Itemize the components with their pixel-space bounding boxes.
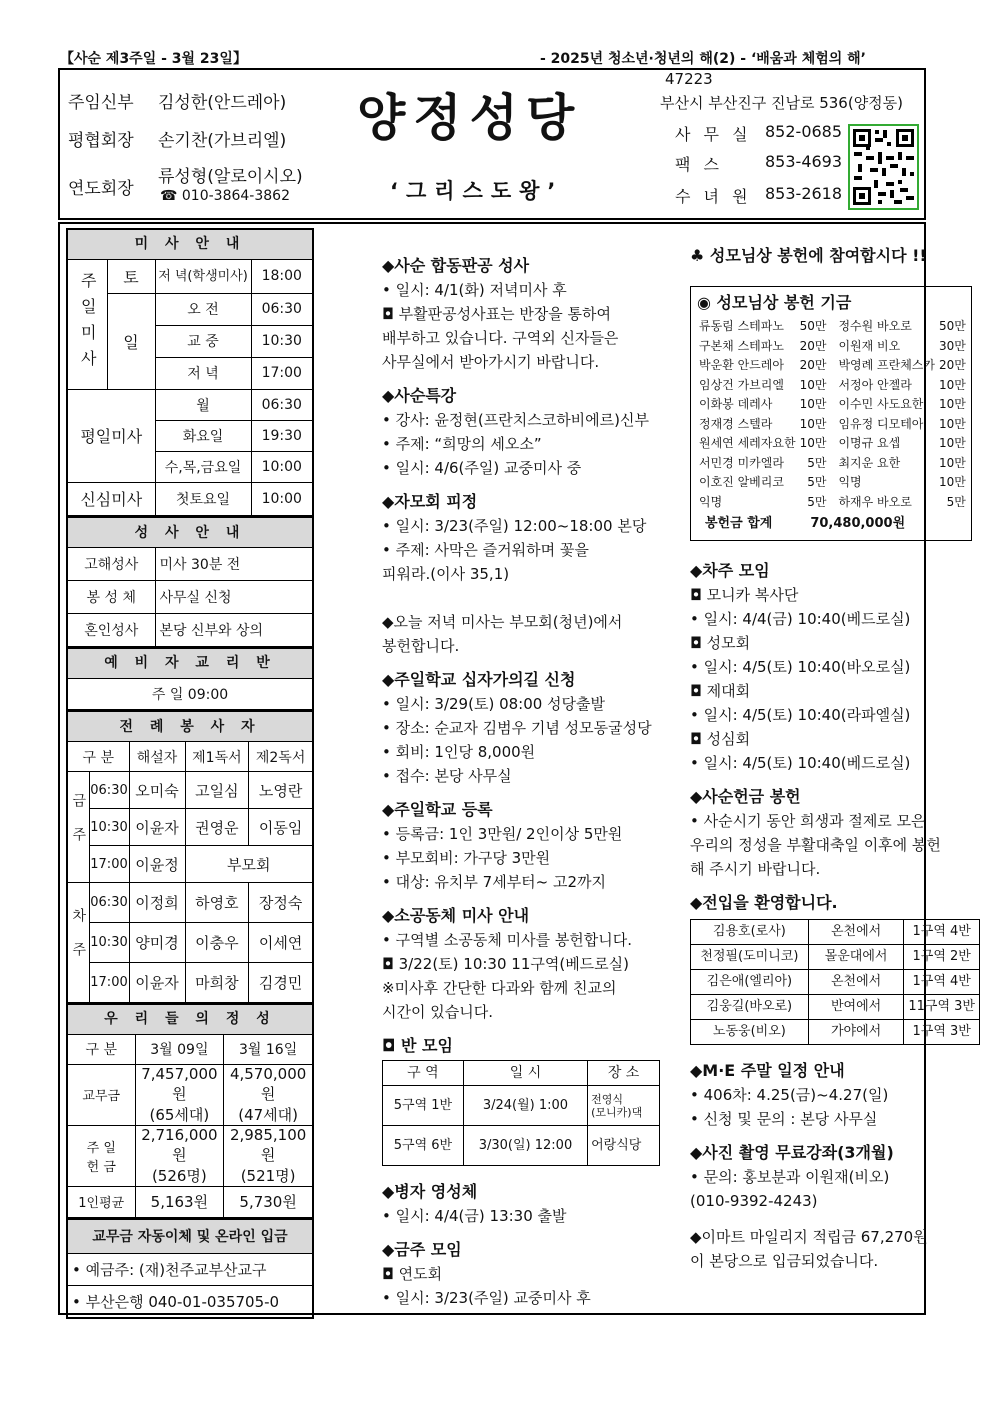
newcomer-cell: 1구역 3반 — [904, 1020, 980, 1045]
text-line: 우리의 정성을 부활대축일 이후에 봉헌 — [690, 836, 941, 854]
srv-cell: 이동임 — [249, 809, 313, 846]
ban-h-0: 구 역 — [383, 1061, 464, 1086]
header-box — [58, 68, 926, 220]
text-line: • 부모회비: 가구당 3만원 — [382, 849, 551, 867]
text-line: • 사순시기 동안 희생과 절제로 모은 — [690, 812, 926, 830]
srv-cell: 권영운 — [185, 809, 249, 846]
address: 부산시 부산진구 진남로 536(양정동) — [660, 94, 904, 112]
catechism-title: 예 비 자 교 리 반 — [67, 648, 313, 678]
fund-title: ◉ 성모님상 봉헌 기금 — [697, 293, 852, 312]
newcomer-cell: 김웅길(바오로) — [691, 995, 809, 1020]
section-heading: ◆사순특강 — [382, 386, 457, 405]
text-line: ◘ 부활판공성사표는 반장을 통하여 — [382, 305, 612, 323]
text-line: • 강사: 윤정현(프란치스코하비에르)신부 — [382, 411, 649, 429]
lent-heading: ◆사순헌금 봉헌 — [690, 787, 801, 806]
fund-cell: 최지운 요한 — [838, 455, 901, 470]
ban-table — [382, 1060, 660, 1166]
text-line: (010-9392-4243) — [690, 1192, 818, 1210]
srv-cell: 06:30 — [89, 883, 129, 923]
section-heading: ◆병자 영성체 — [382, 1182, 478, 1201]
srv-cell: 이윤자 — [129, 963, 185, 1003]
mass-title: 미 사 안 내 — [67, 229, 313, 259]
srv-h-3: 제2독서 — [249, 742, 313, 772]
text-line: 해 주시기 바랍니다. — [690, 860, 821, 878]
wd-t-0: 06:30 — [251, 389, 313, 420]
fund-cell: 이화봉 데레사 — [699, 397, 773, 411]
fund-cell: 임유정 디모테아 — [838, 416, 924, 431]
wd-t-1: 19:30 — [251, 420, 313, 451]
fund-cell: 서정아 안젤라 — [838, 377, 912, 392]
text-line: • 주제: “희망의 세오소” — [382, 435, 542, 453]
newcomer-cell: 11구역 3반 — [904, 995, 980, 1020]
text-line: 배부하고 있습니다. 구역외 신자들은 — [382, 329, 619, 347]
newcomer-cell: 가야에서 — [808, 1020, 904, 1045]
sacr-k-2: 혼인성사 — [67, 614, 155, 647]
text-line: 피워라.(이사 35,1) — [382, 565, 510, 583]
fund-cell: 10만 — [799, 416, 827, 431]
off-cell: 2,716,000원 (526명) — [135, 1125, 224, 1186]
weekday-label: 평일미사 — [67, 389, 155, 482]
fund-cell: 50만 — [799, 319, 827, 333]
srv-h-1: 해설자 — [129, 742, 185, 772]
fund-cell: 10만 — [799, 377, 827, 392]
main-box — [58, 222, 975, 1315]
newcomer-cell: 온천에서 — [808, 970, 904, 995]
newcomer-cell: 천정필(도미니코) — [691, 945, 809, 970]
elder-row: 연도회장 — [68, 179, 134, 199]
catechism-time: 주 일 09:00 — [67, 678, 313, 710]
sat-label: 토 — [107, 259, 155, 293]
text-line: • 일시: 4/5(토) 10:40(베드로실) — [690, 754, 911, 772]
fund-cell: 10만 — [799, 397, 827, 411]
sun-t-0: 06:30 — [251, 293, 313, 325]
srv-h-2: 제1독서 — [185, 742, 249, 772]
fund-cell: 익명 — [838, 475, 862, 489]
offering-table — [66, 1004, 314, 1220]
fund-cell: 하재우 바오로 — [838, 494, 912, 509]
fund-cell: 20만 — [799, 358, 827, 372]
devotion-k: 첫토요일 — [155, 482, 251, 516]
fund-cell: 서민경 미카엘라 — [699, 455, 784, 470]
text-line: • 일시: 3/29(토) 08:00 성당출발 — [382, 695, 606, 713]
fund-cell: 임상건 가브리엘 — [699, 377, 784, 392]
fund-cell: 정수원 바오로 — [838, 319, 912, 333]
sun-k-2: 저 녁 — [155, 357, 251, 389]
wd-k-2: 수,목,금요일 — [155, 451, 251, 482]
section-heading: ◆금주 모임 — [382, 1240, 462, 1259]
off-cell: 5,730원 — [224, 1186, 313, 1218]
fund-box — [690, 286, 972, 541]
left-column — [66, 228, 314, 1319]
fund-cell: 원세연 세레자요한 — [699, 436, 796, 450]
fund-cell: 50만 — [939, 319, 966, 333]
fund-cell: 정재경 스텔라 — [699, 416, 773, 431]
section-heading: ◆소공동체 미사 안내 — [382, 906, 530, 925]
parish-title: 양정성당 — [357, 88, 583, 147]
newcomer-cell: 온천에서 — [808, 920, 904, 945]
fund-cell: 10만 — [939, 377, 966, 392]
text-line: ◘ 성심회 — [690, 730, 751, 748]
srv-cell: 장정숙 — [249, 883, 313, 923]
offering-title: 우 리 들 의 정 성 — [67, 1004, 313, 1034]
fund-total: 봉헌금 합계 70,480,000원 — [705, 516, 906, 531]
text-line: • 일시: 4/5(토) 10:40(바오로실) — [690, 658, 911, 676]
newcomer-cell: 김은애(엘리아) — [691, 970, 809, 995]
convent-phone: 수 녀 원 853-2618 — [675, 184, 843, 206]
srv-cell: 양미경 — [129, 923, 185, 963]
ban-cell: 3/24(월) 1:00 — [463, 1086, 587, 1126]
office-phone: 사 무 실 852-0685 — [675, 122, 843, 144]
srv-cell: 이세연 — [249, 923, 313, 963]
text-line: • 주제: 사막은 즐거워하며 꽃을 — [382, 541, 589, 559]
section-heading: ◆자모회 피정 — [382, 492, 478, 511]
text-line: 봉헌합니다. — [382, 637, 460, 655]
srv-cell: 10:30 — [89, 923, 129, 963]
ban-cell: 전영식 (모니카)댁 — [588, 1086, 660, 1126]
sacr-k-0: 고해성사 — [67, 548, 155, 581]
fund-table — [697, 317, 968, 512]
elder-name: 류성형(알로이시오) — [158, 167, 303, 187]
sun-t-2: 17:00 — [251, 357, 313, 389]
me-heading: ◆M·E 주말 일정 안내 — [690, 1061, 845, 1080]
pastor-row: 주임신부 김성한(안드레아) — [68, 93, 287, 113]
qr-code-icon[interactable] — [848, 124, 919, 210]
fund-cell: 30만 — [939, 338, 966, 353]
sacr-k-1: 봉 성 체 — [67, 581, 155, 614]
newcomer-cell: 1구역 4반 — [904, 920, 980, 945]
parish-subtitle: ‘그리스도왕’ — [390, 179, 564, 203]
ban-heading: ◘ 반 모임 — [382, 1036, 453, 1055]
ban-cell: 5구역 6반 — [383, 1126, 464, 1166]
off-cell: 주 일 헌 금 — [67, 1125, 135, 1186]
off-h-1: 3월 09일 — [135, 1034, 224, 1064]
statue-heading: ♣ 성모님상 봉헌에 참여합시다 !! — [690, 246, 927, 265]
fax: 팩 스 853-4693 — [675, 152, 843, 174]
text-line: • 일시: 4/4(금) 13:30 출발 — [382, 1207, 567, 1225]
srv-cell: 이정희 — [129, 883, 185, 923]
srv-g2: 차주 — [67, 883, 89, 1003]
fund-cell: 박운환 안드레아 — [699, 358, 784, 372]
mass-table — [66, 228, 314, 517]
newcomer-heading: ◆전입을 환영합니다. — [690, 893, 838, 912]
zip-code: 47223 — [665, 70, 713, 88]
fund-cell: 20만 — [799, 338, 827, 353]
text-line: • 대상: 유치부 7세부터~ 고2까지 — [382, 873, 607, 891]
text-line: ◘ 3/22(토) 10:30 11구역(베드로실) — [382, 955, 630, 973]
text-line: • 406차: 4.25(금)~4.27(일) — [690, 1086, 889, 1104]
text-line: ◘ 제대회 — [690, 682, 751, 700]
fund-cell: 10만 — [939, 436, 966, 450]
fund-cell: 10만 — [939, 455, 966, 470]
fund-cell: 10만 — [799, 436, 827, 450]
ban-cell: 3/30(일) 12:00 — [463, 1126, 587, 1166]
text-line: • 일시: 3/23(주일) 12:00~18:00 본당 — [382, 517, 647, 535]
srv-cell: 김경민 — [249, 963, 313, 1003]
off-cell: 4,570,000원 (47세대) — [224, 1064, 313, 1125]
fund-cell: 5만 — [807, 494, 827, 509]
sacrament-table — [66, 517, 314, 648]
text-line: • 회비: 1인당 8,000원 — [382, 743, 536, 761]
ban-cell: 어랑식당 — [588, 1126, 660, 1166]
fund-cell: 이수민 사도요한 — [838, 397, 924, 411]
sat-time-label: 저 녁(학생미사) — [155, 259, 251, 293]
srv-cell: 하영호 — [185, 883, 249, 923]
srv-cell: 17:00 — [89, 963, 129, 1003]
newcomer-cell: 1구역 4반 — [904, 970, 980, 995]
srv-cell: 06:30 — [89, 772, 129, 809]
srv-cell: 17:00 — [89, 846, 129, 883]
bank-title: 교무금 자동이체 및 온라인 입금 — [67, 1220, 313, 1254]
text-line: ※미사후 간단한 다과와 함께 친교의 — [382, 979, 617, 997]
text-line: ◘ 연도회 — [382, 1265, 443, 1283]
fund-cell: 5만 — [946, 494, 966, 509]
servers-title: 전 례 봉 사 자 — [67, 712, 313, 742]
fund-cell: 이원재 비오 — [838, 338, 901, 353]
newcomer-table — [690, 919, 980, 1045]
catechism-table — [66, 648, 314, 712]
off-h-2: 3월 16일 — [224, 1034, 313, 1064]
newcomer-cell: 반여에서 — [808, 995, 904, 1020]
sat-time: 18:00 — [251, 259, 313, 293]
text-line — [382, 586, 672, 610]
section-heading: ◆주일학교 등록 — [382, 800, 493, 819]
srv-cell: 고일심 — [185, 772, 249, 809]
devotion-t: 10:00 — [251, 482, 313, 516]
srv-cell: 이윤정 — [129, 846, 185, 883]
text-line: • 등록금: 1인 3만원/ 2인이상 5만원 — [382, 825, 623, 843]
text-line: • 일시: 4/4(금) 10:40(베드로실) — [690, 610, 911, 628]
off-h-0: 구 분 — [67, 1034, 135, 1064]
off-cell: 5,163원 — [135, 1186, 224, 1218]
text-line: • 일시: 3/23(주일) 교중미사 후 — [382, 1289, 591, 1307]
sacr-v-2: 본당 신부와 상의 — [155, 614, 313, 647]
srv-h-0: 구 분 — [67, 742, 129, 772]
off-cell: 1인평균 — [67, 1186, 135, 1218]
sacr-v-1: 사무실 신청 — [155, 581, 313, 614]
section-heading: ◆사순 합동판공 성사 — [382, 256, 530, 275]
council-row: 평협회장 손기찬(가브리엘) — [68, 131, 287, 151]
fund-cell: 10만 — [939, 475, 966, 489]
sunday-mass-label: 주일미사 — [67, 259, 107, 389]
servers-table — [66, 711, 314, 1004]
ban-h-1: 일 시 — [463, 1061, 587, 1086]
next-heading: ◆차주 모임 — [690, 561, 770, 580]
srv-cell: 부모회 — [185, 846, 313, 883]
right-column — [690, 244, 980, 1273]
srv-cell: 마희창 — [185, 963, 249, 1003]
text-line: • 접수: 본당 사무실 — [382, 767, 512, 785]
sacr-v-0: 미사 30분 전 — [155, 548, 313, 581]
fund-cell: 류동림 스테파노 — [699, 319, 784, 333]
fund-cell: 박영례 프란체스카 — [838, 358, 935, 372]
srv-cell: 오미숙 — [129, 772, 185, 809]
newcomer-cell: 김용호(로사) — [691, 920, 809, 945]
bank-holder: • 예금주: (재)천주교부산교구 — [67, 1254, 313, 1286]
fund-cell: 익명 — [699, 494, 723, 509]
srv-cell: 이충우 — [185, 923, 249, 963]
text-line: • 구역별 소공동체 미사를 봉헌합니다. — [382, 931, 633, 949]
text-line: 사무실에서 받아가시기 바랍니다. — [382, 353, 600, 371]
text-line: • 장소: 순교자 김범우 기념 성모동굴성당 — [382, 719, 652, 737]
sun-t-1: 10:30 — [251, 325, 313, 357]
srv-cell: 노영란 — [249, 772, 313, 809]
wd-k-0: 월 — [155, 389, 251, 420]
fund-cell: 10만 — [939, 397, 966, 411]
bank-table — [66, 1219, 314, 1319]
newcomer-cell: 몰운대에서 — [808, 945, 904, 970]
elder-phone: ☎ 010-3864-3862 — [160, 188, 290, 204]
sacrament-title: 성 사 안 내 — [67, 518, 313, 548]
ban-h-2: 장 소 — [588, 1061, 660, 1086]
text-line: 시간이 있습니다. — [382, 1003, 493, 1021]
off-cell: 7,457,000원 (65세대) — [135, 1064, 224, 1125]
year-theme: - 2025년 청소년·청년의 해(2) - ‘배움과 체험의 해’ — [539, 51, 866, 67]
fund-cell: 구본채 스테파노 — [699, 338, 784, 353]
devotion-label: 신심미사 — [67, 482, 155, 516]
text-line: • 신청 및 문의 : 본당 사무실 — [690, 1110, 878, 1128]
fund-cell: 5만 — [807, 455, 827, 470]
text-line: ◆오늘 저녁 미사는 부모회(청년)에서 — [382, 613, 623, 631]
wd-t-2: 10:00 — [251, 451, 313, 482]
off-cell: 2,985,100원 (521명) — [224, 1125, 313, 1186]
wd-k-1: 화요일 — [155, 420, 251, 451]
text-line: ◆이마트 마일리지 적립금 67,270원 — [690, 1228, 928, 1246]
fund-cell: 이호진 알베리코 — [699, 475, 784, 489]
text-line: ◘ 모니카 복사단 — [690, 586, 799, 604]
section-heading: ◆주일학교 십자가의길 신청 — [382, 670, 576, 689]
top-line — [60, 48, 926, 68]
text-line: 이 본당으로 입금되었습니다. — [690, 1252, 879, 1270]
bank-account: • 부산은행 040-01-035705-0 — [67, 1286, 313, 1318]
fund-cell: 10만 — [939, 416, 966, 431]
fund-cell: 20만 — [939, 358, 966, 372]
sun-k-1: 교 중 — [155, 325, 251, 357]
week-label: 【사순 제3주일 - 3월 23일】 — [60, 51, 247, 67]
newcomer-cell: 1구역 2반 — [904, 945, 980, 970]
srv-g1: 금주 — [67, 772, 89, 883]
srv-cell: 10:30 — [89, 809, 129, 846]
fund-cell: 5만 — [807, 475, 827, 489]
sun-k-0: 오 전 — [155, 293, 251, 325]
text-line: • 일시: 4/1(화) 저녁미사 후 — [382, 281, 567, 299]
srv-cell: 이윤자 — [129, 809, 185, 846]
sun-label: 일 — [107, 293, 155, 389]
off-cell: 교무금 — [67, 1064, 135, 1125]
middle-column — [382, 244, 672, 1310]
text-line: ◘ 성모회 — [690, 634, 751, 652]
text-line: • 일시: 4/5(토) 10:40(라파엘실) — [690, 706, 911, 724]
newcomer-cell: 노동웅(비오) — [691, 1020, 809, 1045]
photo-heading: ◆사진 촬영 무료강좌(3개월) — [690, 1143, 894, 1162]
text-line: • 문의: 홍보분과 이원재(비오) — [690, 1168, 890, 1186]
ban-cell: 5구역 1반 — [383, 1086, 464, 1126]
fund-cell: 이명규 요셉 — [838, 436, 901, 450]
text-line: • 일시: 4/6(주일) 교중미사 중 — [382, 459, 582, 477]
